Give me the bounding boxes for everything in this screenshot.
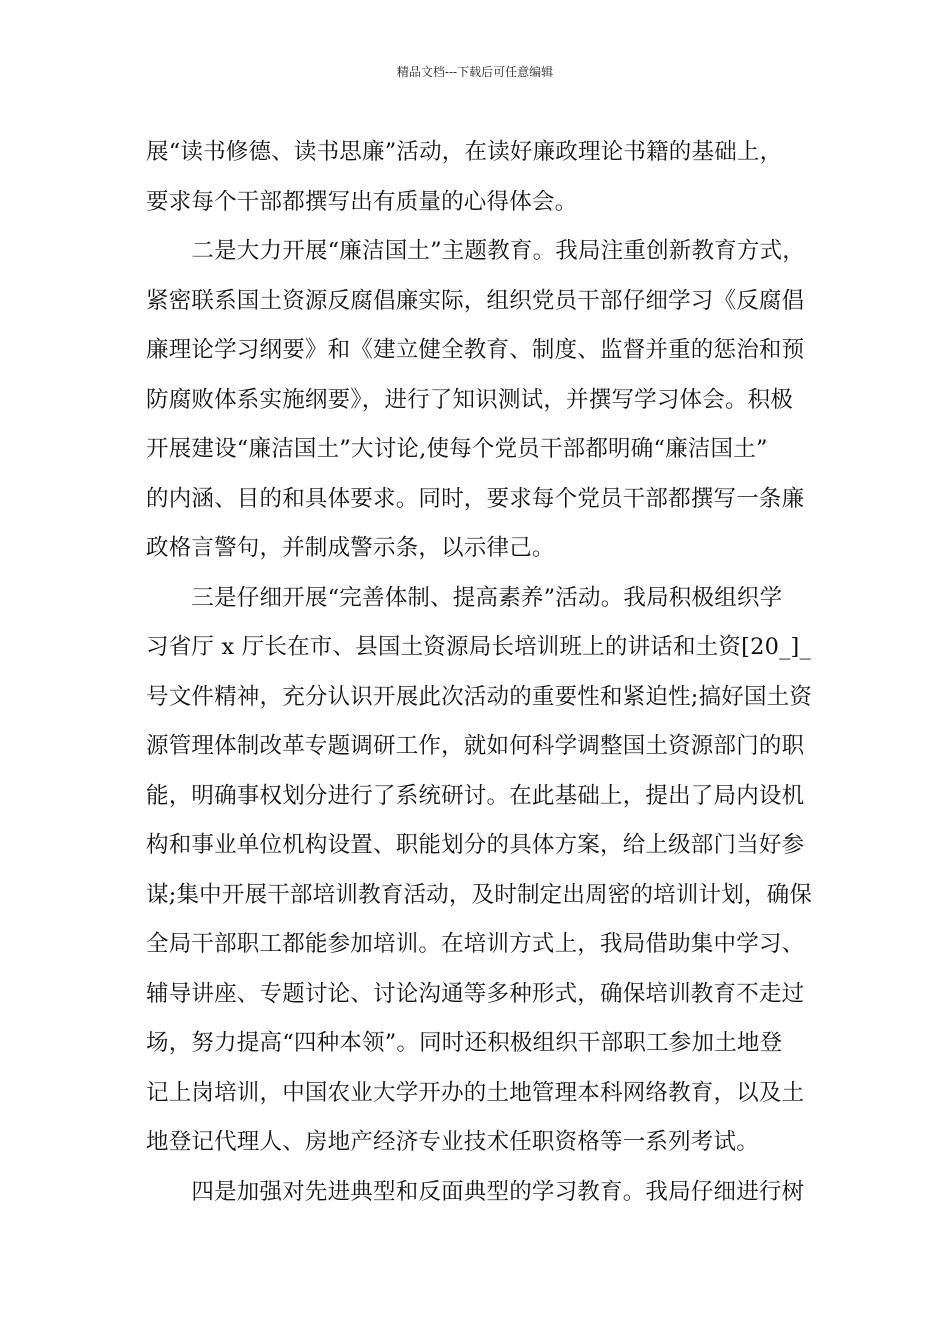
text-line: 开展建设“廉洁国土”大讨论,使每个党员干部都明确“廉洁国土”	[146, 436, 768, 462]
text-line: 展“读书修德、读书思廉”活动，在读好廉政理论书籍的基础上，	[146, 139, 783, 165]
text-line: 谋;集中开展干部培训教育活动，及时制定出周密的培训计划，确保	[146, 881, 813, 908]
text-line: 源管理体制改革专题调研工作，就如何科学调整国土资源部门的职	[146, 733, 805, 759]
text-line: 三是仔细开展“完善体制、提高素养”活动。我局积极组织学	[146, 584, 783, 611]
text-line: 能，明确事权划分进行了系统研讨。在此基础上，提出了局内设机	[146, 782, 805, 809]
text-line: 地登记代理人、房地产经济专业技术任职资格等一系列考试。	[146, 1129, 759, 1155]
text-line: 的内涵、目的和具体要求。同时，要求每个党员干部都撰写一条廉	[146, 485, 805, 512]
text-line: 要求每个干部都撰写出有质量的心得体会。	[146, 188, 578, 215]
text-line: 二是大力开展“廉洁国土”主题教育。我局注重创新教育方式，	[146, 238, 806, 264]
text-line: 政格言警句，并制成警示条，以示律己。	[146, 535, 555, 561]
text-line: 习省厅 x 厅长在市、县国土资源局长培训班上的讲话和土资[20_]_	[146, 634, 811, 660]
text-line: 号文件精神，充分认识开展此次活动的重要性和紧迫性;搞好国土资	[146, 683, 813, 710]
text-line: 廉理论学习纲要》和《建立健全教育、制度、监督并重的惩治和预	[146, 337, 805, 363]
text-line: 场，努力提高“四种本领”。同时还积极组织干部职工参加土地登	[146, 1030, 783, 1056]
text-line: 四是加强对先进典型和反面典型的学习教育。我局仔细进行树	[146, 1178, 805, 1205]
document-body	[146, 128, 836, 1217]
text-line: 辅导讲座、专题讨论、讨论沟通等多种形式，确保培训教育不走过	[146, 980, 805, 1007]
page-header: 精品文档---下载后可任意编辑	[396, 65, 554, 79]
text-line: 记上岗培训，中国农业大学开办的土地管理本科网络教育，以及土	[146, 1079, 805, 1106]
text-line: 紧密联系国土资源反腐倡廉实际，组织党员干部仔细学习《反腐倡	[146, 287, 805, 314]
text-line: 构和事业单位机构设置、职能划分的具体方案，给上级部门当好参	[146, 832, 805, 858]
text-line: 全局干部职工都能参加培训。在培训方式上，我局借助集中学习、	[146, 931, 805, 957]
text-line: 防腐败体系实施纲要》，进行了知识测试，并撰写学习体会。积极	[146, 386, 794, 413]
